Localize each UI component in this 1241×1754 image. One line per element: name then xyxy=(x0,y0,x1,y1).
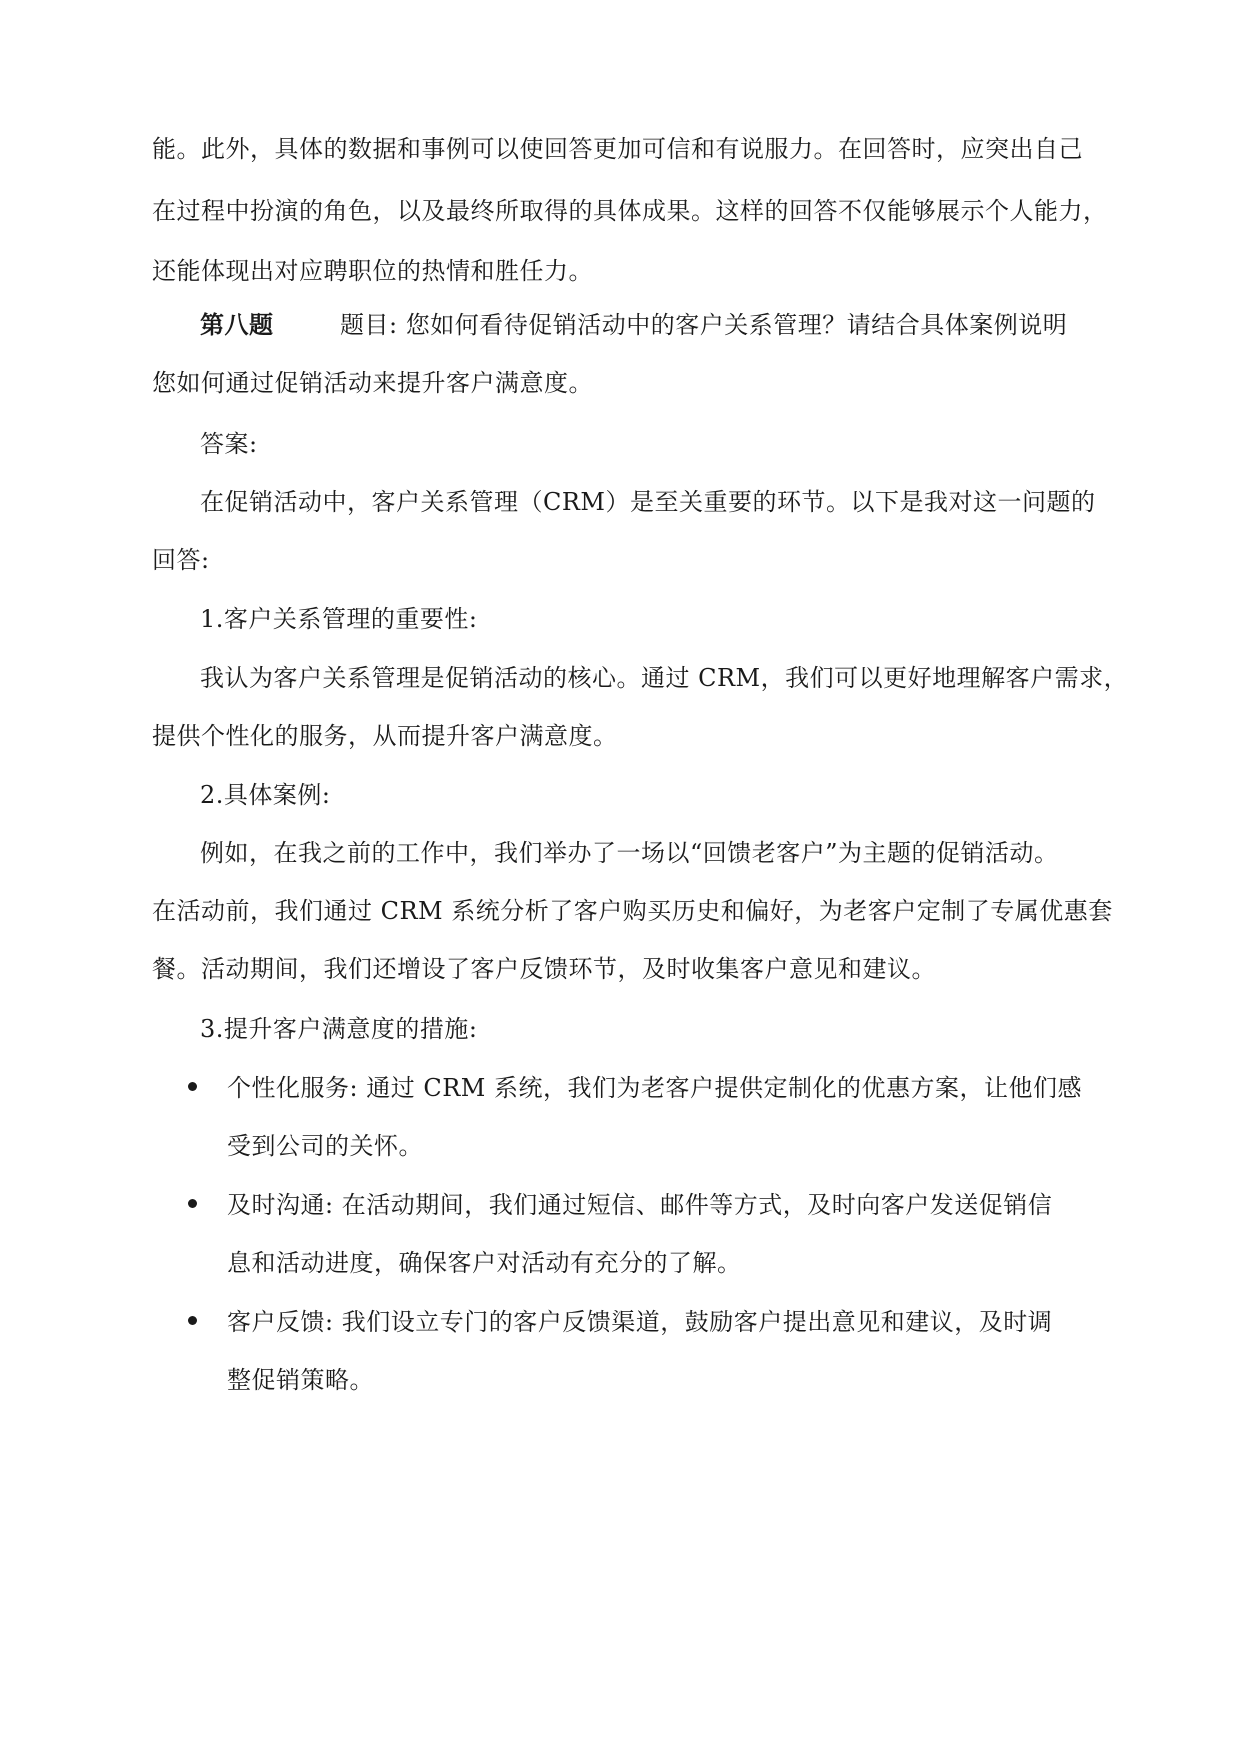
intro-line: 回答: xyxy=(152,546,210,574)
intro-line: 在促销活动中，客户关系管理（CRM）是至关重要的环节。以下是我对这一问题的 xyxy=(200,488,1096,516)
paragraph-line: 还能体现出对应聘职位的热情和胜任力。 xyxy=(152,257,593,285)
section-heading: 2.具体案例: xyxy=(200,781,331,809)
paragraph-line: 能。此外，具体的数据和事例可以使回答更加可信和有说服力。在回答时，应突出自己 xyxy=(152,135,1083,163)
bullet-item-line: 息和活动进度，确保客户对活动有充分的了解。 xyxy=(227,1249,742,1277)
bullet-icon xyxy=(188,1199,197,1208)
bullet-item-line: 受到公司的关怀。 xyxy=(227,1132,423,1160)
bullet-item-line: 整促销策略。 xyxy=(227,1366,374,1394)
section-line: 例如，在我之前的工作中，我们举办了一场以“回馈老客户”为主题的促销活动。 xyxy=(200,839,1059,867)
question-title-continued: 您如何通过促销活动来提升客户满意度。 xyxy=(152,369,593,397)
bullet-item-line: 及时沟通: 在活动期间，我们通过短信、邮件等方式，及时向客户发送促销信 xyxy=(227,1191,1053,1219)
question-number: 第八题 xyxy=(200,311,274,339)
bullet-icon xyxy=(188,1082,197,1091)
section-line: 餐。活动期间，我们还增设了客户反馈环节，及时收集客户意见和建议。 xyxy=(152,955,936,983)
section-line: 我认为客户关系管理是促销活动的核心。通过 CRM，我们可以更好地理解客户需求， xyxy=(200,664,1129,692)
question-title: 题目: 您如何看待促销活动中的客户关系管理？请结合具体案例说明 xyxy=(340,311,1068,339)
bullet-icon xyxy=(188,1316,197,1325)
section-heading: 1.客户关系管理的重要性: xyxy=(200,605,478,633)
bullet-item-line: 个性化服务: 通过 CRM 系统，我们为老客户提供定制化的优惠方案，让他们感 xyxy=(227,1074,1082,1102)
answer-label: 答案: xyxy=(200,430,258,458)
bullet-item-line: 客户反馈: 我们设立专门的客户反馈渠道，鼓励客户提出意见和建议，及时调 xyxy=(227,1308,1053,1336)
paragraph-line: 在过程中扮演的角色，以及最终所取得的具体成果。这样的回答不仅能够展示个人能力， xyxy=(152,197,1108,225)
section-line: 在活动前，我们通过 CRM 系统分析了客户购买历史和偏好，为老客户定制了专属优惠套 xyxy=(152,897,1113,925)
section-heading: 3.提升客户满意度的措施: xyxy=(200,1015,478,1043)
section-line: 提供个性化的服务，从而提升客户满意度。 xyxy=(152,722,618,750)
